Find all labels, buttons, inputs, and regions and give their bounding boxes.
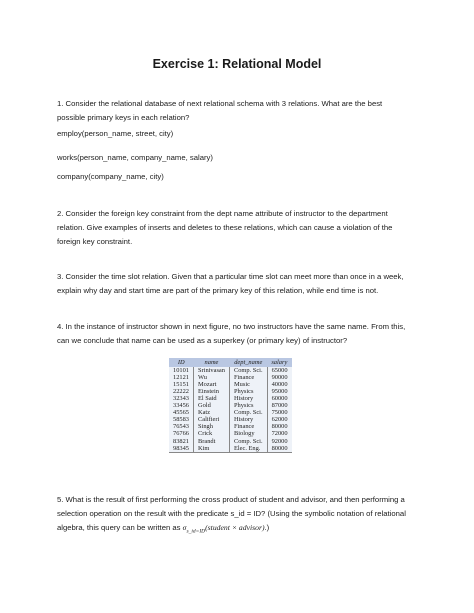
id-cell: 32343 bbox=[169, 395, 193, 402]
name-cell: Gold bbox=[193, 402, 229, 409]
id-cell: 12121 bbox=[169, 374, 193, 381]
column-header-salary: salary bbox=[267, 358, 291, 367]
salary-cell: 80000 bbox=[267, 423, 291, 430]
id-cell: 15151 bbox=[169, 381, 193, 388]
question-1-line: possible primary keys in each relation? bbox=[57, 113, 190, 122]
id-cell: 10101 bbox=[169, 367, 193, 374]
table-row bbox=[169, 438, 292, 445]
id-cell: 76543 bbox=[169, 423, 193, 430]
schema-company: company(company_name, city) bbox=[57, 172, 164, 181]
name-cell: Kim bbox=[193, 445, 229, 453]
id-cell: 45565 bbox=[169, 409, 193, 416]
id-cell: 83821 bbox=[169, 438, 193, 445]
salary-cell: 72000 bbox=[267, 430, 291, 437]
salary-cell: 40000 bbox=[267, 381, 291, 388]
id-cell: 58583 bbox=[169, 416, 193, 423]
table-row bbox=[169, 381, 292, 388]
question-2-line: 2. Consider the foreign key constraint from the dept name attribute of instructor to the department bbox=[57, 209, 388, 218]
table-row bbox=[169, 374, 292, 381]
salary-cell: 60000 bbox=[267, 395, 291, 402]
name-cell: Katz bbox=[193, 409, 229, 416]
instructor-figure bbox=[169, 358, 292, 453]
id-cell: 76766 bbox=[169, 430, 193, 437]
table-row bbox=[169, 395, 292, 402]
formula-subscript: s_id=ID bbox=[186, 528, 206, 535]
name-cell: Einstein bbox=[193, 388, 229, 395]
question-4-line: can we conclude that name can be used as a superkey (or primary key) of instructor? bbox=[57, 336, 348, 345]
name-cell: Brandt bbox=[193, 438, 229, 445]
table-body bbox=[169, 367, 292, 453]
question-3-line: 3. Consider the time slot relation. Given that a particular time slot can meet more than once in a week, bbox=[57, 272, 404, 281]
schema-employ: employ(person_name, street, city) bbox=[57, 129, 174, 138]
dept-name-cell: Finance bbox=[229, 374, 267, 381]
page-title: Exercise 1: Relational Model bbox=[152, 57, 322, 71]
table-row bbox=[169, 430, 292, 437]
table-row bbox=[169, 409, 292, 416]
question-2-line: relation. Give examples of inserts and deletes to these relations, which can cause a violation of the bbox=[57, 223, 393, 232]
instructor-table bbox=[169, 358, 292, 453]
question-3 bbox=[57, 270, 422, 298]
question-5 bbox=[57, 493, 422, 539]
dept-name-cell: Elec. Eng. bbox=[229, 445, 267, 453]
name-cell: Wu bbox=[193, 374, 229, 381]
name-cell: El Said bbox=[193, 395, 229, 402]
dept-name-cell: Music bbox=[229, 381, 267, 388]
question-5-line: 5. What is the result of first performing the cross product of student and advisor, and then performing a bbox=[57, 495, 405, 504]
question-1-line: 1. Consider the relational database of next relational schema with 3 relations. What are the best bbox=[57, 99, 383, 108]
salary-cell: 92000 bbox=[267, 438, 291, 445]
formula bbox=[182, 523, 265, 535]
sigma-symbol: σ bbox=[182, 523, 187, 532]
id-cell: 22222 bbox=[169, 388, 193, 395]
name-cell: Srinivasan bbox=[193, 367, 229, 374]
table-row bbox=[169, 388, 292, 395]
table-header-row bbox=[169, 358, 292, 367]
name-cell: Singh bbox=[193, 423, 229, 430]
salary-cell: 65000 bbox=[267, 367, 291, 374]
question-4 bbox=[57, 320, 422, 348]
column-header-dept-name: dept_name bbox=[229, 358, 267, 367]
question-5-line-prefix: algebra, this query can be written as bbox=[57, 523, 183, 532]
question-3-line: explain why day and start time are part of the primary key of this relation, while end time is not. bbox=[57, 286, 379, 295]
dept-name-cell: Finance bbox=[229, 423, 267, 430]
salary-cell: 87000 bbox=[267, 402, 291, 409]
salary-cell: 62000 bbox=[267, 416, 291, 423]
dept-name-cell: Physics bbox=[229, 402, 267, 409]
dept-name-cell: Biology bbox=[229, 430, 267, 437]
name-cell: Crick bbox=[193, 430, 229, 437]
question-4-line: 4. In the instance of instructor shown in next figure, no two instructors have the same name. From this, bbox=[57, 322, 406, 331]
salary-cell: 75000 bbox=[267, 409, 291, 416]
table-row bbox=[169, 367, 292, 374]
dept-name-cell: Comp. Sci. bbox=[229, 438, 267, 445]
column-header-name: name bbox=[193, 358, 229, 367]
question-5-line: selection operation on the result with the predicate s_id = ID? (Using the symbolic notation of relational bbox=[57, 509, 406, 518]
id-cell: 98345 bbox=[169, 445, 193, 453]
formula-body: (student × advisor) bbox=[205, 523, 265, 532]
question-5-line bbox=[57, 521, 422, 539]
table-row bbox=[169, 416, 292, 423]
dept-name-cell: Comp. Sci. bbox=[229, 409, 267, 416]
table-row bbox=[169, 402, 292, 409]
name-cell: Califieri bbox=[193, 416, 229, 423]
dept-name-cell: Comp. Sci. bbox=[229, 367, 267, 374]
dept-name-cell: Physics bbox=[229, 388, 267, 395]
question-1 bbox=[57, 97, 422, 125]
column-header-id: ID bbox=[169, 358, 193, 367]
table-row bbox=[169, 423, 292, 430]
salary-cell: 80000 bbox=[267, 445, 291, 453]
salary-cell: 95000 bbox=[267, 388, 291, 395]
dept-name-cell: History bbox=[229, 395, 267, 402]
question-2 bbox=[57, 207, 422, 249]
question-5-line-suffix: .) bbox=[264, 523, 270, 532]
name-cell: Mozart bbox=[193, 381, 229, 388]
id-cell: 33456 bbox=[169, 402, 193, 409]
question-2-line: foreign key constraint. bbox=[57, 237, 133, 246]
salary-cell: 90000 bbox=[267, 374, 291, 381]
schema-works: works(person_name, company_name, salary) bbox=[57, 153, 213, 162]
dept-name-cell: History bbox=[229, 416, 267, 423]
table-row bbox=[169, 445, 292, 453]
